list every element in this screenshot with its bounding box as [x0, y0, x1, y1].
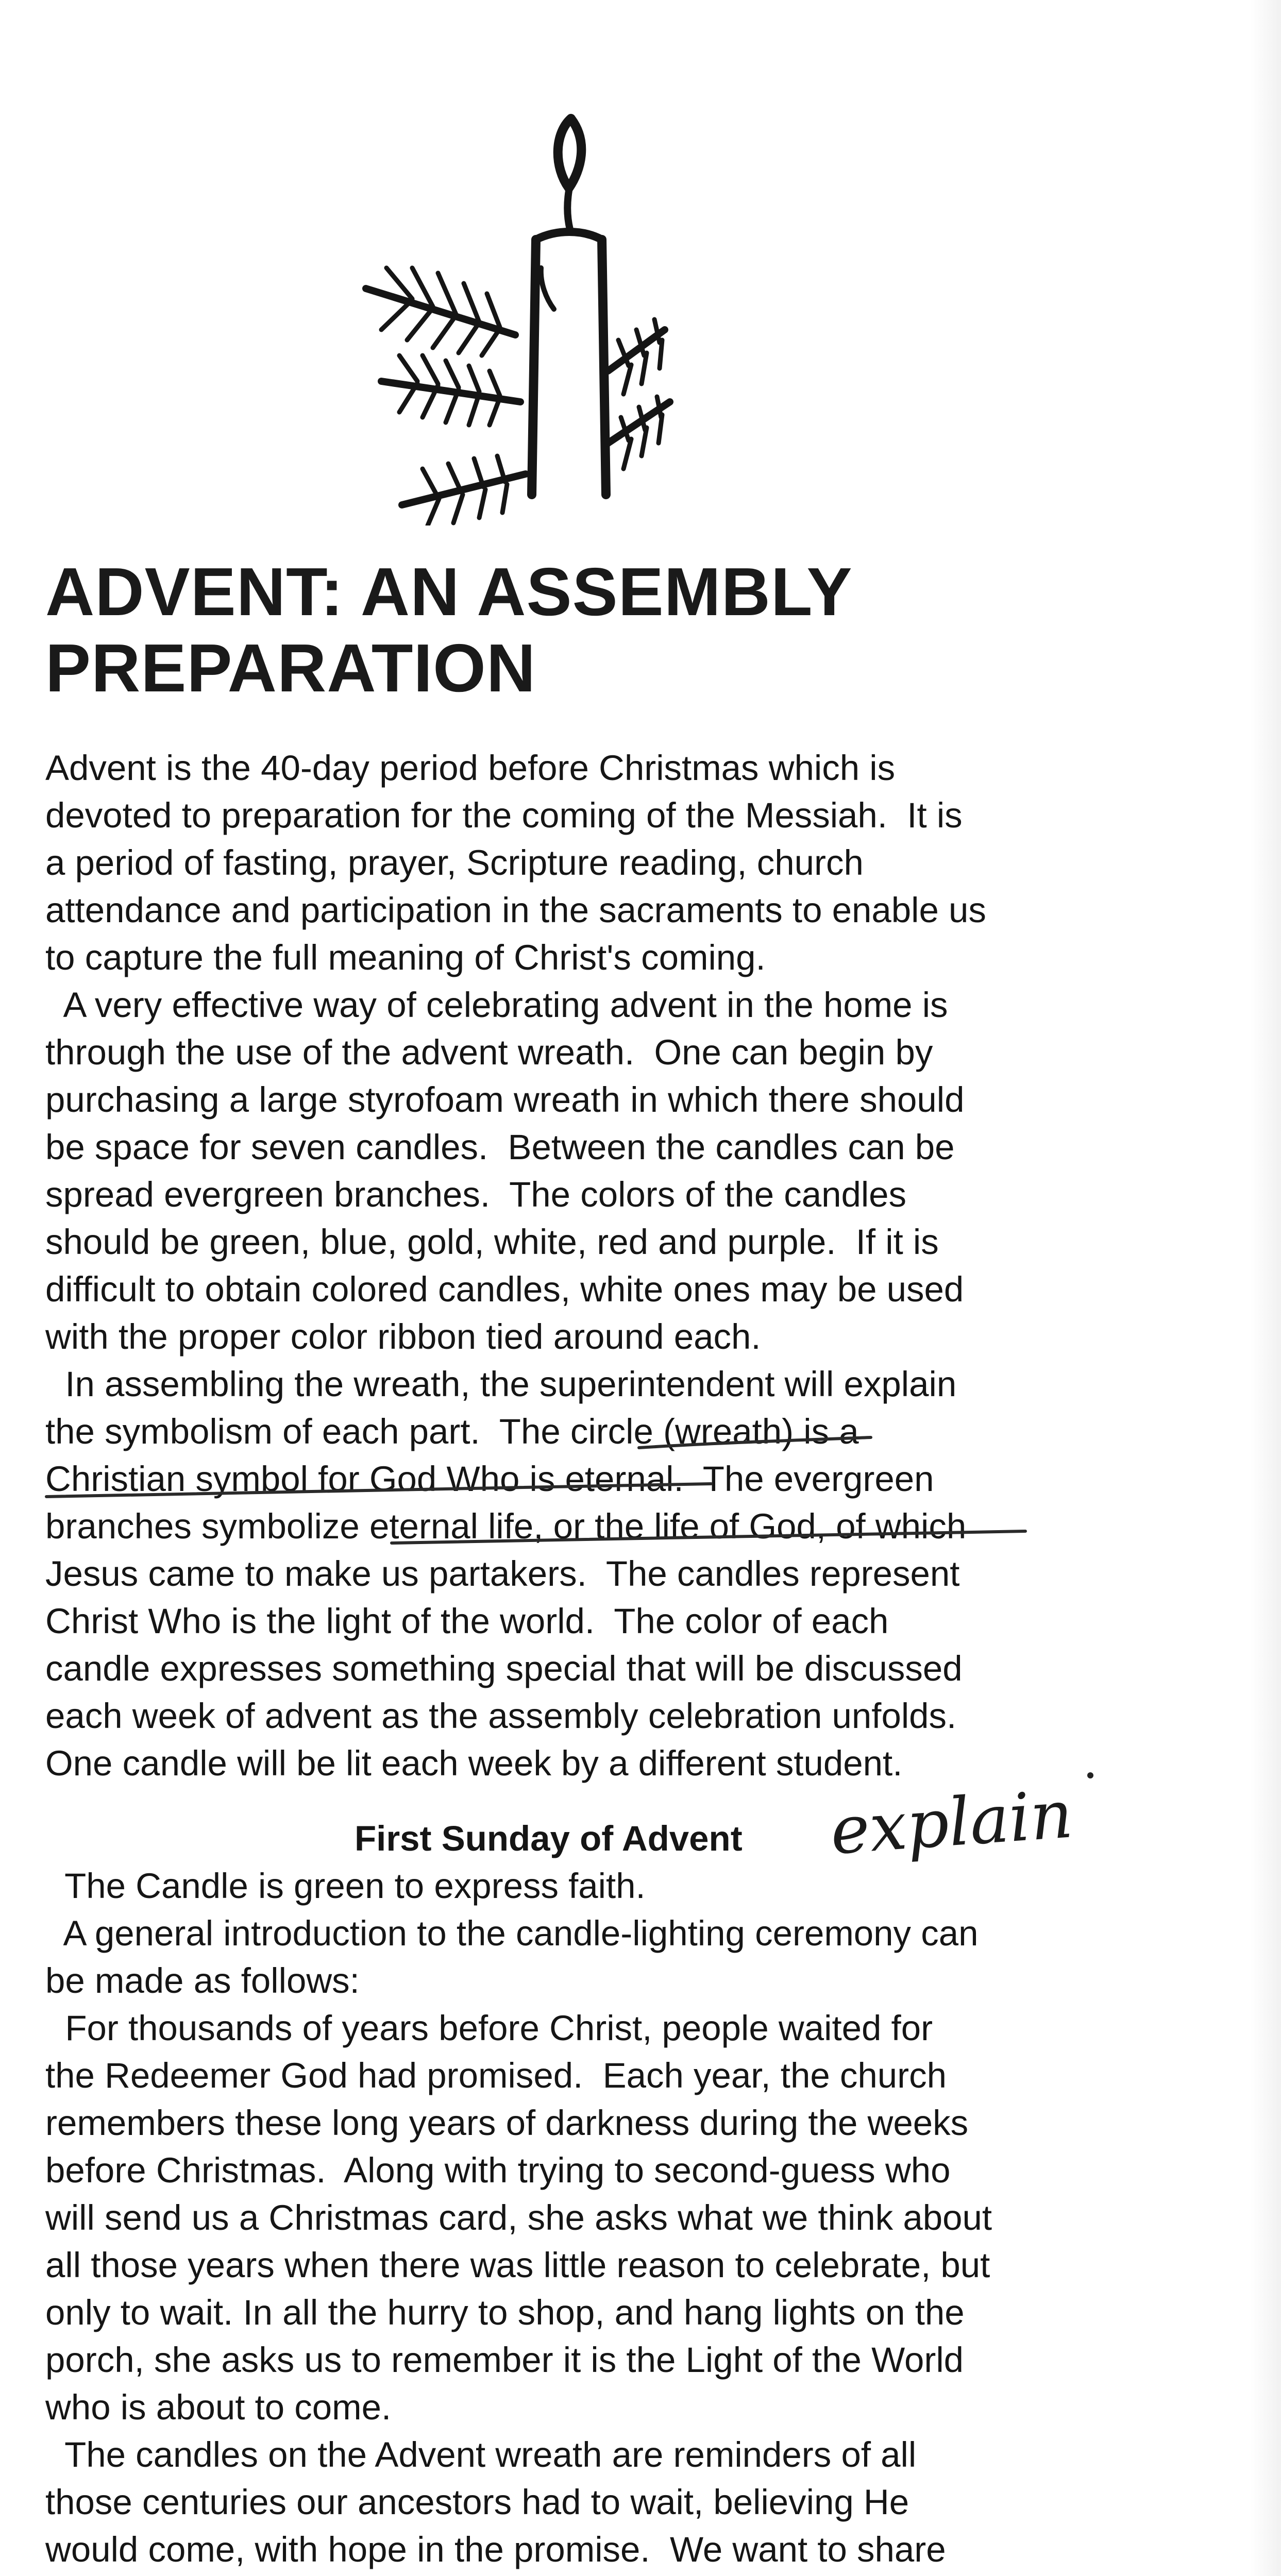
underline-christian-symbol — [46, 1484, 711, 1497]
text-line: only to wait. In all the hurry to shop, and hang lights on the — [45, 2293, 965, 2332]
text-line: Christian symbol for God Who is eternal. The evergreen — [45, 1459, 934, 1499]
text-line: The Candle is green to express faith. — [45, 1866, 646, 1906]
text-line: remembers these long years of darkness during the weeks — [45, 2103, 969, 2143]
text-line: Jesus came to make us partakers. The candles represent — [45, 1554, 960, 1594]
text-line: the symbolism of each part. The circle (wreath) is a — [45, 1412, 859, 1451]
text-line: candle expresses something special that will be discussed — [45, 1649, 963, 1688]
section-heading: First Sunday of Advent — [355, 1819, 743, 1858]
handwritten-annotation: explain — [828, 1776, 1075, 1870]
text-line: In assembling the wreath, the superintendent will explain — [45, 1364, 957, 1404]
text-line: The candles on the Advent wreath are reminders of all — [45, 2435, 917, 2475]
text-line: spread evergreen branches. The colors of the candles — [45, 1175, 907, 1214]
title-line-2: PREPARATION — [45, 630, 536, 706]
text-line: One candle will be lit each week by a different student. — [45, 1743, 903, 1783]
text-line: should be green, blue, gold, white, red and purple. If it is — [45, 1222, 939, 1262]
text-line: be made as follows: — [45, 1961, 360, 2001]
text-line: with the proper color ribbon tied around each. — [45, 1317, 761, 1357]
underline-wreath — [639, 1437, 871, 1448]
text-line: those centuries our ancestors had to wait, believing He — [45, 2482, 909, 2522]
text-line: porch, she asks us to remember it is the Light of the World — [45, 2340, 964, 2380]
text-line: a period of fasting, prayer, Scripture reading, church — [45, 843, 864, 883]
text-line: will send us a Christmas card, she asks what we think about — [45, 2198, 992, 2238]
text-line: before Christmas. Along with trying to second-guess who — [45, 2150, 951, 2190]
text-line: devoted to preparation for the coming of the Messiah. It is — [45, 795, 963, 835]
text-line: through the use of the advent wreath. One can begin by — [45, 1032, 933, 1072]
text-line: Advent is the 40-day period before Christmas which is — [45, 748, 896, 788]
ink-speck — [1087, 1772, 1093, 1778]
text-line: be space for seven candles. Between the candles can be — [45, 1127, 955, 1167]
text-line: each week of advent as the assembly celebration unfolds. — [45, 1696, 957, 1736]
text-line: A very effective way of celebrating advent in the home is — [45, 985, 948, 1025]
underline-eternal-life — [392, 1531, 1025, 1543]
text-line: attendance and participation in the sacraments to enable us — [45, 890, 986, 930]
text-line: Christ Who is the light of the world. The color of each — [45, 1601, 889, 1641]
text-line: who is about to come. — [45, 2387, 392, 2427]
text-line: branches symbolize eternal life, or the life of God, of which — [45, 1506, 967, 1546]
title-line-1: ADVENT: AN ASSEMBLY — [45, 554, 853, 630]
text-line: difficult to obtain colored candles, white ones may be used — [45, 1269, 964, 1309]
text-line: would come, with hope in the promise. We want to share — [45, 2530, 946, 2569]
text-line: to capture the full meaning of Christ's coming. — [45, 938, 766, 977]
text-line: all those years when there was little reason to celebrate, but — [45, 2245, 990, 2285]
text-line: the Redeemer God had promised. Each year, the church — [45, 2056, 947, 2095]
text-line: purchasing a large styrofoam wreath in which there should — [45, 1080, 965, 1120]
text-line: A general introduction to the candle-lighting ceremony can — [45, 1913, 979, 1953]
text-line: For thousands of years before Christ, people waited for — [45, 2008, 933, 2048]
